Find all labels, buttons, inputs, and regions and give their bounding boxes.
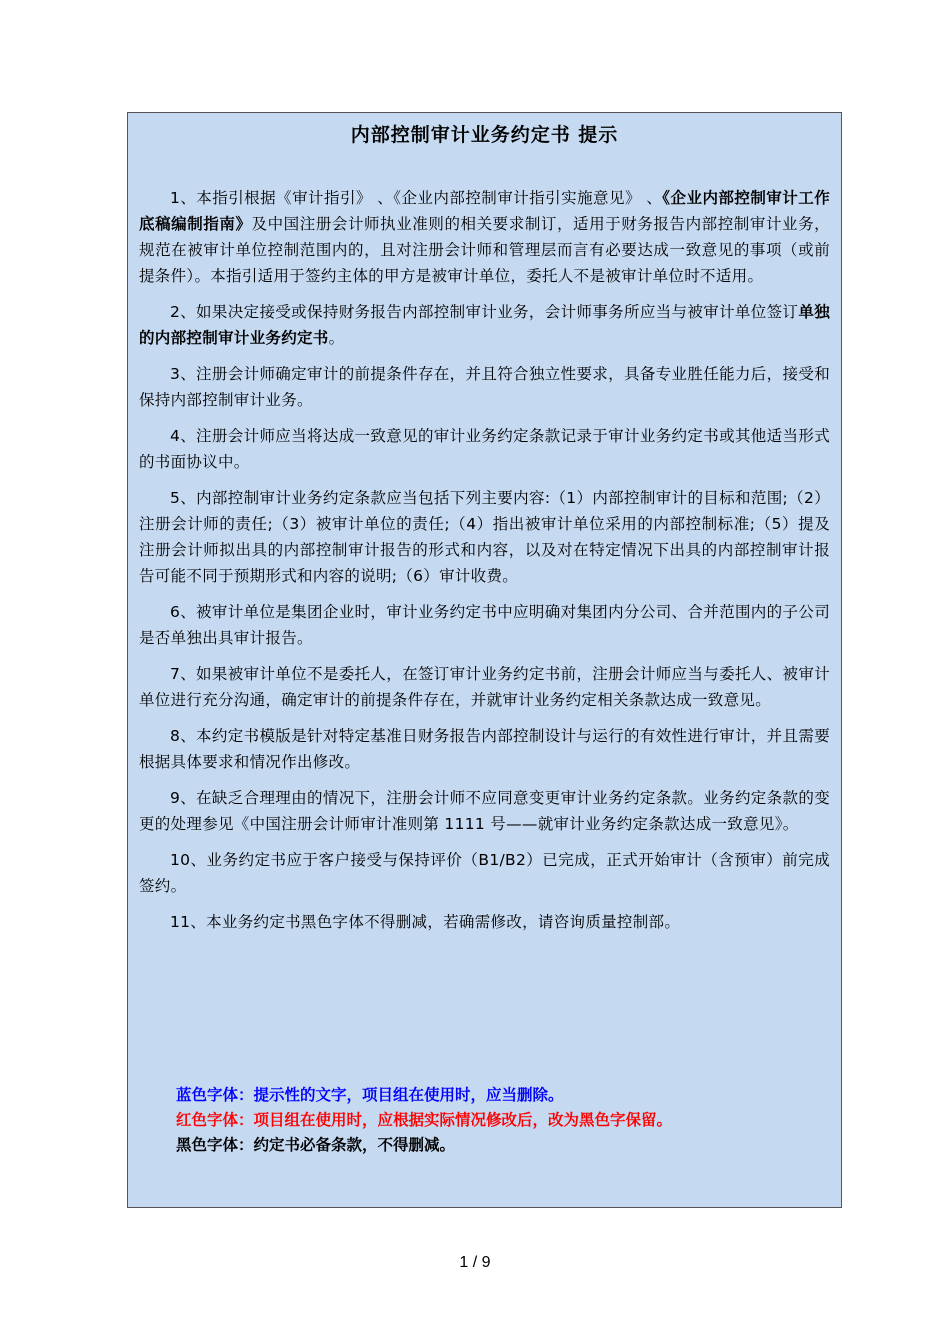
paragraph-2-part-c: 。	[328, 329, 345, 347]
hint-title: 内部控制审计业务约定书 提示	[350, 124, 619, 146]
paragraph-3: 3、注册会计师确定审计的前提条件存在，并且符合独立性要求，具备专业胜任能力后，接受和保持内部控制审计业务。	[139, 365, 830, 409]
font-color-legend	[176, 1083, 672, 1158]
paragraph-9: 9、在缺乏合理理由的情况下，注册会计师不应同意变更审计业务约定条款。业务约定条款的变更的处理参见《中国注册会计师审计准则第 1111 号——就审计业务约定条款达成一致意见》。	[139, 789, 830, 833]
legend-blue-text: 蓝色字体：提示性的文字，项目组在使用时，应当删除。	[176, 1086, 564, 1104]
paragraph-5: 5、内部控制审计业务约定条款应当包括下列主要内容:（1）内部控制审计的目标和范围;（2）注册会计师的责任;（3）被审计单位的责任;（4）指出被审计单位采用的内部控制标准;（5）提及注册会计师拟出具的内部控制审计报告的形式和内容，以及对在特定情况下出具的内部控制审计报告可能不同于预期形式和内容的说明;（6）审计收费。	[139, 489, 830, 585]
paragraph-6: 6、被审计单位是集团企业时，审计业务约定书中应明确对集团内分公司、合并范围内的子公司是否单独出具审计报告。	[139, 603, 830, 647]
paragraph-8: 8、本约定书模版是针对特定基准日财务报告内部控制设计与运行的有效性进行审计，并且需要根据具体要求和情况作出修改。	[139, 727, 830, 771]
paragraph-2-bold: 单独的内部控制审计业务约定书	[139, 303, 830, 347]
legend-red-text: 红色字体：项目组在使用时，应根据实际情况修改后，改为黑色字保留。	[176, 1111, 673, 1129]
paragraph-1-part-a: 1、本指引根据《审计指引》 、《企业内部控制审计指引实施意见》 、	[170, 189, 663, 207]
paragraph-10: 10、业务约定书应于客户接受与保持评价（B1/B2）已完成，正式开始审计（含预审）前完成签约。	[139, 851, 830, 895]
hint-box	[127, 112, 842, 1208]
paragraph-1-part-c: 及中国注册会计师执业准则的相关要求制订，适用于财务报告内部控制审计业务，规范在被审计单位控制范围内的，且对注册会计师和管理层而言有必要达成一致意见的事项（或前提条件）。本指引适用于签约主体的甲方是被审计单位，委托人不是被审计单位时不适用。	[139, 215, 830, 285]
paragraph-2	[139, 299, 830, 351]
paragraph-4: 4、注册会计师应当将达成一致意见的审计业务约定条款记录于审计业务约定书或其他适当形式的书面协议中。	[139, 427, 830, 471]
hint-content	[139, 185, 830, 945]
paragraph-7: 7、如果被审计单位不是委托人，在签订审计业务约定书前，注册会计师应当与委托人、被审计单位进行充分沟通，确定审计的前提条件存在，并就审计业务约定相关条款达成一致意见。	[139, 665, 830, 709]
paragraph-1-bold: 《企业内部控制审计工作底稿编制指南》	[139, 189, 830, 233]
paragraph-2-part-a: 2、如果决定接受或保持财务报告内部控制审计业务，会计师事务所应当与被审计单位签订	[170, 303, 799, 321]
legend-black-text: 黑色字体：约定书必备条款，不得删减。	[176, 1136, 456, 1154]
page-number: 1 / 9	[459, 1254, 491, 1271]
paragraph-11: 11、本业务约定书黑色字体不得删减，若确需修改，请咨询质量控制部。	[170, 913, 681, 931]
paragraph-1	[139, 185, 830, 289]
